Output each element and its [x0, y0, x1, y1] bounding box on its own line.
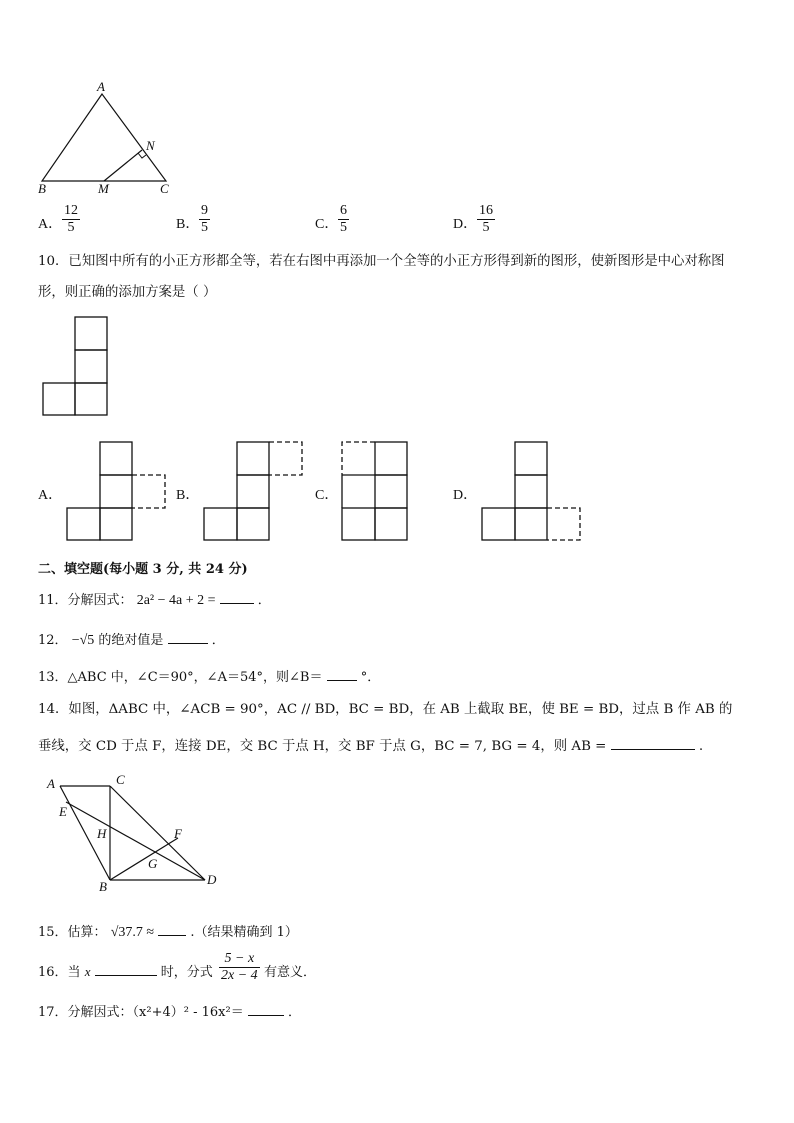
- q14-label-d: D: [207, 872, 217, 887]
- q12-prefix: 12．: [38, 633, 68, 648]
- q16-answer-blank: [95, 974, 157, 976]
- q17-suffix: ．: [287, 1005, 301, 1020]
- q10-option-a-figure: [64, 441, 170, 543]
- q13-text: 13．△ABC 中，∠C＝90°，∠A＝54°，则∠B＝: [38, 670, 323, 685]
- q15-answer-blank: [158, 934, 186, 936]
- q9-label-a: A: [97, 79, 105, 94]
- q11-suffix: ．: [257, 593, 271, 608]
- q9-option-c-den: 5: [340, 220, 347, 235]
- q16-fraction: [219, 951, 260, 984]
- q11-prefix: 11．分解因式：: [38, 593, 133, 608]
- q15-suffix: .（结果精确到 1）: [190, 925, 298, 940]
- q15-line: [38, 921, 298, 941]
- q17-answer-blank: [248, 1014, 284, 1016]
- q10-option-d-figure: [479, 441, 585, 543]
- q13-line: [38, 666, 380, 685]
- q12-suffix: ．: [211, 633, 225, 648]
- q9-label-b: B: [38, 181, 46, 196]
- q14-geometry-figure: [40, 768, 230, 896]
- q12-text: 的绝对值是: [98, 633, 164, 648]
- q14-label-f: F: [174, 826, 182, 841]
- q10-option-b-letter: B．: [176, 488, 200, 503]
- q14-text-line2: 垂线，交 CD 于点 F，连接 DE，交 BC 于点 H，交 BF 于点 G，BC = 7, BG = 4，则 AB =: [38, 739, 607, 754]
- q16-fraction-den: 2x − 4: [221, 968, 258, 983]
- q9-option-a-fraction: [62, 203, 80, 236]
- q9-option-d-fraction: [477, 203, 495, 236]
- section-2-title: 二、填空题(每小题 3 分, 共 24 分): [38, 562, 248, 577]
- q10-base-figure: [40, 316, 110, 418]
- q11-line: [38, 589, 271, 609]
- q9-option-d-den: 5: [482, 220, 490, 235]
- q10-option-c-figure: [339, 441, 411, 543]
- q10-option-b-figure: [201, 441, 307, 543]
- q14-label-b: B: [99, 879, 107, 894]
- q9-label-c: C: [160, 181, 169, 196]
- q10-option-c-letter: C．: [315, 488, 339, 503]
- q9-label-n: N: [146, 138, 155, 153]
- q13-suffix: °．: [360, 670, 381, 685]
- q14-answer-blank: [611, 748, 695, 750]
- q14-label-c: C: [116, 772, 125, 787]
- q12-answer-blank: [168, 642, 208, 644]
- q15-expression: √37.7 ≈: [110, 925, 155, 940]
- q14-suffix: .: [698, 739, 704, 754]
- q9-option-b-num: 9: [201, 203, 208, 218]
- q16-prefix: 16．当: [38, 965, 81, 980]
- q9-option-c-num: 6: [340, 203, 347, 218]
- q9-option-a-num: 12: [64, 203, 78, 218]
- q16-suffix: 有意义．: [264, 965, 317, 980]
- q9-option-b-den: 5: [201, 220, 208, 235]
- q9-option-b-fraction: [199, 203, 210, 236]
- q14-label-h: H: [97, 826, 107, 841]
- q9-option-d-num: 16: [479, 203, 493, 218]
- q12-line: [38, 629, 225, 649]
- q10-text-line2: 形，则正确的添加方案是（ ）: [38, 285, 217, 300]
- q16-variable: x: [84, 964, 91, 979]
- q12-expression: −√5: [71, 633, 95, 648]
- q9-option-a-letter: A．: [38, 217, 63, 232]
- q10-text-line1: 10．已知图中所有的小正方形都全等，若在右图中再添加一个全等的小正方形得到新的图形，使新图形是中心对称图: [38, 254, 725, 269]
- q11-expression: 2a² − 4a + 2 =: [136, 593, 216, 608]
- q16-line: [38, 961, 213, 980]
- q14-text-line1: 14．如图，ΔABC 中，∠ACB = 90°，AC // BD，BC = BD，在 AB 上截取 BE，使 BE = BD，过点 B 作 AB 的: [38, 702, 733, 717]
- q9-option-d-letter: D．: [453, 217, 478, 232]
- q9-option-a-den: 5: [67, 220, 75, 235]
- q10-option-a-letter: A．: [38, 488, 63, 503]
- q14-line2: [38, 735, 703, 754]
- q10-option-d-letter: D．: [453, 488, 478, 503]
- q17-line: [38, 1001, 301, 1020]
- q9-option-c-letter: C．: [315, 217, 339, 232]
- q14-label-a: A: [47, 776, 55, 791]
- q9-option-c-fraction: [338, 203, 349, 236]
- q13-answer-blank: [327, 679, 357, 681]
- q11-answer-blank: [220, 602, 254, 604]
- q9-triangle-figure: [30, 78, 180, 198]
- q15-prefix: 15．估算：: [38, 925, 107, 940]
- q16-middle: 时，分式: [160, 965, 213, 980]
- q14-label-e: E: [59, 804, 67, 819]
- q14-label-g: G: [148, 856, 158, 871]
- q16-fraction-num: 5 − x: [219, 951, 260, 968]
- q9-option-b-letter: B．: [176, 217, 200, 232]
- q17-text: 17．分解因式：（x²+4）² - 16x²＝: [38, 1005, 244, 1020]
- q9-label-m: M: [98, 181, 109, 196]
